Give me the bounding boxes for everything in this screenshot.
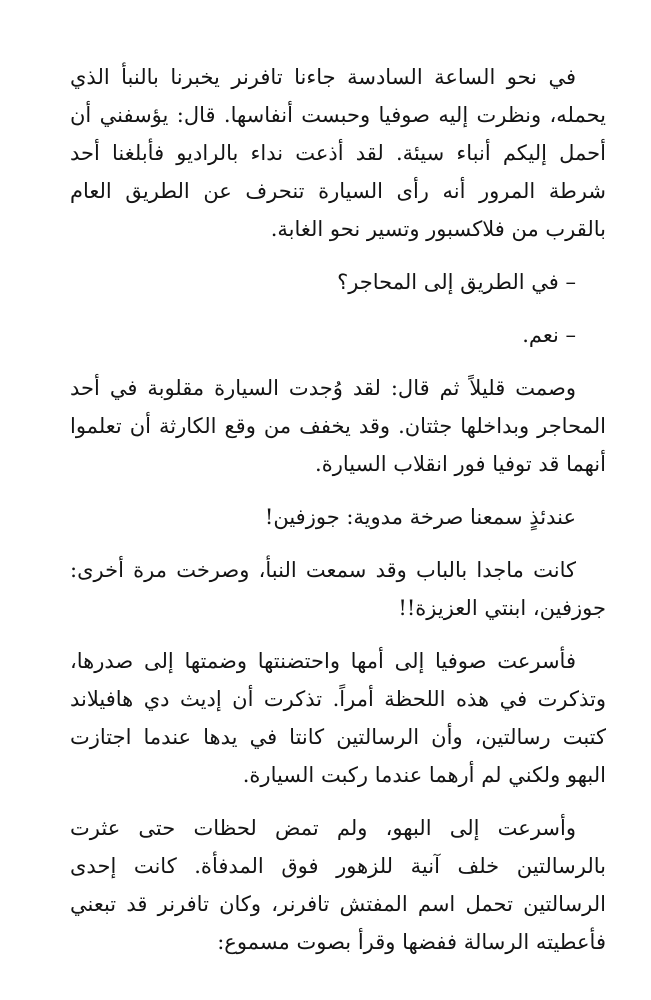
paragraph-answer-yes: – نعم. — [522, 323, 576, 347]
book-page — [70, 58, 606, 976]
paragraph-car-found: وصمت قليلاً ثم قال: لقد وُجدت السيارة مقلوبة في أحد المحاجر وبداخلها جثتان. وقد يخفف من وقع الكارثة أن تعلموا أنهما قد توفيا فور انقلاب السيارة. — [70, 376, 607, 476]
paragraph-letters-found: وأسرعت إلى البهو، ولم تمض لحظات حتى عثرت بالرسالتين خلف آنية للزهور فوق المدفأة. كانت إحدى الرسالتين تحمل اسم المفتش تافرنر، وكان تافرنر قد تبعني فأعطيته الرسالة ففضها وقرأ بصوت مسموع: — [70, 816, 606, 954]
paragraph-sophia-mother: فأسرعت صوفيا إلى أمها واحتضنتها وضمتها إلى صدرها، وتذكرت في هذه اللحظة أمراً. تذكرت أن إديث دي هافيلاند كتبت رسالتين، وأن الرسالتين كانتا في يدها عندما اجتازت البهو ولكني لم أرهما عندما ركبت السيارة. — [70, 649, 606, 787]
paragraph-scream: عندئذٍ سمعنا صرخة مدوية: جوزفين! — [264, 505, 576, 529]
paragraph-news-arrival: في نحو الساعة السادسة جاءنا تافرنر يخبرنا بالنبأ الذي يحمله، ونظرت إليه صوفيا وحبست أنفاسها. قال: يؤسفني أن أحمل إليكم أنباء سيئة. لقد أذعت نداء بالراديو فأبلغنا أحد شرطة المرور أنه رأى السيارة تنحرف عن الطريق العام بالقرب من فلاكسبور وتسير نحو الغابة. — [70, 65, 606, 241]
paragraph-question-quarries: – في الطريق إلى المحاجر؟ — [337, 270, 576, 294]
paragraph-magda-at-door: كانت ماجدا بالباب وقد سمعت النبأ، وصرخت مرة أخرى: جوزفين، ابنتي العزيزة!! — [70, 558, 606, 620]
